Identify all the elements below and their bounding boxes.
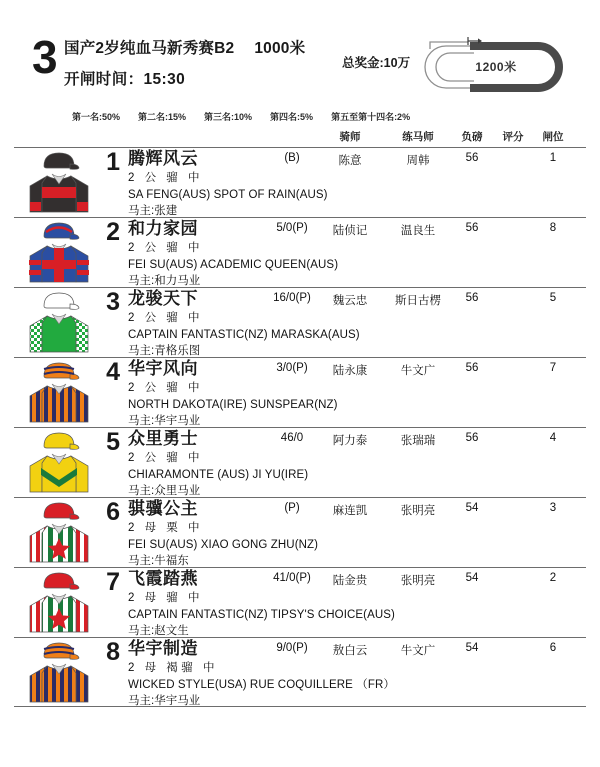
carried-weight: 56 [465, 432, 479, 444]
saddle-number: 2 [106, 218, 120, 246]
jockey-silk-icon [28, 290, 90, 356]
trainer-name: 周韩 [406, 155, 430, 167]
column-header-trainer: 练马师 [402, 131, 434, 143]
trainer-name: 张明亮 [400, 505, 436, 517]
recent-form: 41/0(P) [273, 572, 311, 584]
gate-number: 8 [549, 222, 557, 234]
prize-split-3: 第三名:10% [204, 112, 253, 122]
horse-attributes: 2 公 骝 中 [128, 452, 203, 465]
table-row[interactable] [14, 497, 586, 567]
recent-form: 9/0(P) [276, 642, 308, 654]
jockey-name: 阿力泰 [332, 435, 368, 447]
table-row[interactable] [14, 357, 586, 427]
column-header-rating: 评分 [502, 131, 524, 143]
horse-pedigree: WICKED STYLE(USA) RUE COQUILLERE （FR） [128, 678, 395, 691]
prize-split-list [72, 110, 410, 123]
saddle-number: 6 [106, 498, 120, 526]
post-time: 开闸时间：15:30 [64, 71, 186, 88]
jockey-name: 麻连凯 [332, 505, 368, 517]
carried-weight: 54 [465, 642, 479, 654]
track-diagram [420, 36, 572, 98]
jockey-silk-icon [28, 150, 90, 216]
gate-number: 7 [549, 362, 557, 374]
carried-weight: 56 [465, 362, 479, 374]
horse-name[interactable]: 华宇制造 [128, 639, 198, 658]
carried-weight: 54 [465, 572, 479, 584]
saddle-number: 5 [106, 428, 120, 456]
horse-owner: 马主:张建 [128, 205, 178, 218]
horse-name[interactable]: 和力家园 [128, 219, 198, 238]
horse-pedigree: FEI SU(AUS) XIAO GONG ZHU(NZ) [128, 538, 319, 551]
carried-weight: 54 [465, 502, 479, 514]
prize-split-2: 第二名:15% [138, 112, 187, 122]
jockey-name: 敖白云 [332, 645, 368, 657]
gate-number: 2 [549, 572, 557, 584]
horse-owner: 马主:华宇马业 [128, 415, 201, 428]
saddle-number: 4 [106, 358, 120, 386]
jockey-silk-icon [28, 360, 90, 426]
horse-owner: 马主:和力马业 [128, 275, 201, 288]
horse-pedigree: FEI SU(AUS) ACADEMIC QUEEN(AUS) [128, 258, 339, 271]
column-header-weight: 负磅 [461, 131, 483, 143]
horse-name[interactable]: 飞霞踏燕 [128, 569, 198, 588]
table-row[interactable] [14, 147, 586, 217]
column-header-jockey: 骑师 [339, 131, 361, 143]
horse-owner: 马主:青格乐图 [128, 345, 201, 358]
jockey-name: 魏云忠 [332, 295, 368, 307]
track-distance-label: 1200米 [475, 60, 517, 74]
horse-owner: 马主:众里马业 [128, 485, 201, 498]
jockey-name: 陈意 [338, 155, 362, 167]
gate-number: 1 [549, 152, 557, 164]
horse-attributes: 2 公 骝 中 [128, 312, 203, 325]
horse-attributes: 2 母 栗 中 [128, 522, 203, 535]
horse-owner: 马主:华宇马业 [128, 695, 201, 708]
table-row[interactable] [14, 217, 586, 287]
jockey-silk-icon [28, 500, 90, 566]
race-number: 3 [32, 31, 57, 83]
recent-form: 5/0(P) [276, 222, 308, 234]
table-row[interactable] [14, 287, 586, 357]
gate-number: 4 [549, 432, 557, 444]
jockey-silk-icon [28, 220, 90, 286]
jockey-name: 陆金贵 [332, 575, 368, 587]
saddle-number: 7 [106, 568, 120, 596]
race-header [14, 0, 586, 122]
horse-pedigree: CAPTAIN FANTASTIC(NZ) TIPSY'S CHOICE(AUS) [128, 608, 395, 621]
recent-form: 16/0(P) [273, 292, 311, 304]
trainer-name: 斯日古楞 [395, 295, 441, 307]
jockey-silk-icon [28, 570, 90, 636]
saddle-number: 3 [106, 288, 120, 316]
saddle-number: 1 [106, 148, 120, 176]
table-row[interactable] [14, 637, 586, 707]
horse-attributes: 2 公 骝 中 [128, 242, 203, 255]
prize-split-1: 第一名:50% [72, 112, 121, 122]
jockey-silk-icon [28, 430, 90, 496]
horse-attributes: 2 母 褐骝 中 [128, 662, 218, 675]
horse-attributes: 2 公 骝 中 [128, 172, 203, 185]
column-header-row [0, 129, 586, 147]
carried-weight: 56 [465, 152, 479, 164]
horse-name[interactable]: 龙骏天下 [128, 289, 198, 308]
table-row[interactable] [14, 567, 586, 637]
horse-name[interactable]: 华宇风向 [128, 359, 198, 378]
saddle-number: 8 [106, 638, 120, 666]
gate-number: 5 [549, 292, 557, 304]
recent-form: 46/0 [280, 432, 304, 444]
jockey-name: 陆侦记 [332, 225, 368, 237]
recent-form: (B) [284, 152, 300, 164]
horse-owner: 马主:赵文生 [128, 625, 189, 638]
horse-pedigree: SA FENG(AUS) SPOT OF RAIN(AUS) [128, 188, 328, 201]
race-title-text: 国产2岁纯血马新秀赛B2 [64, 40, 235, 57]
prize-split-5: 第五至第十四名:2% [331, 112, 411, 122]
trainer-name: 温良生 [400, 225, 436, 237]
horse-attributes: 2 母 骝 中 [128, 592, 203, 605]
horse-pedigree: CHIARAMONTE (AUS) JI YU(IRE) [128, 468, 309, 481]
race-distance: 1000米 [254, 40, 306, 57]
track-shape-icon [420, 36, 572, 98]
recent-form: 3/0(P) [276, 362, 308, 374]
table-row[interactable] [14, 427, 586, 497]
horse-name[interactable]: 骐骥公主 [128, 499, 198, 518]
carried-weight: 56 [465, 222, 479, 234]
trainer-name: 张瑞瑞 [400, 435, 436, 447]
horse-pedigree: NORTH DAKOTA(IRE) SUNSPEAR(NZ) [128, 398, 338, 411]
column-header-gate: 闸位 [542, 131, 564, 143]
gate-number: 6 [549, 642, 557, 654]
jockey-name: 陆永康 [332, 365, 368, 377]
horse-name[interactable]: 腾辉风云 [128, 149, 198, 168]
total-prize: 总奖金:10万 [342, 56, 411, 70]
horse-pedigree: CAPTAIN FANTASTIC(NZ) MARASKA(AUS) [128, 328, 360, 341]
prize-split-4: 第四名:5% [270, 112, 314, 122]
horse-attributes: 2 公 骝 中 [128, 382, 203, 395]
trainer-name: 牛文广 [400, 645, 436, 657]
trainer-name: 张明亮 [400, 575, 436, 587]
horse-owner: 马主:牛福东 [128, 555, 189, 568]
horse-name[interactable]: 众里勇士 [128, 429, 198, 448]
carried-weight: 56 [465, 292, 479, 304]
trainer-name: 牛文广 [400, 365, 436, 377]
entries-table [14, 147, 586, 707]
recent-form: (P) [284, 502, 300, 514]
gate-number: 3 [549, 502, 557, 514]
jockey-silk-icon [28, 640, 90, 706]
